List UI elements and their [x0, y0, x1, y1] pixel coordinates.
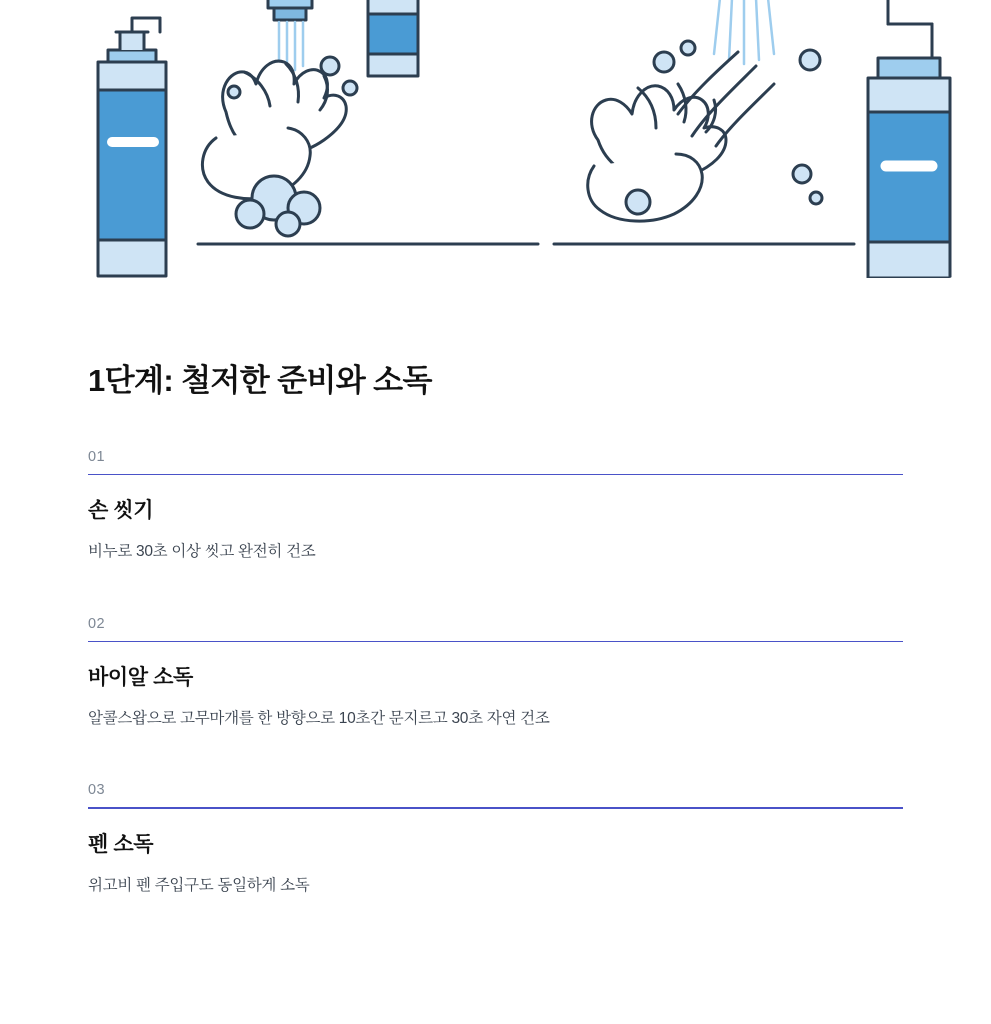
step-title: 바이알 소독: [88, 666, 193, 690]
step-number: 02: [88, 615, 105, 632]
list-item: [88, 782, 903, 897]
step-description: 비누로 30초 이상 씻고 완전히 건조: [88, 543, 316, 561]
step-title: 손 씻기: [88, 499, 154, 523]
step-number: 03: [88, 782, 105, 799]
step-title: 펜 소독: [88, 833, 154, 857]
step-description: 알콜스왑으로 고무마개를 한 방향으로 10초간 문지르고 30초 자연 건조: [88, 710, 550, 728]
hero-illustration-canvas: [38, 0, 953, 278]
hand-washing-illustration: [38, 0, 953, 278]
soap-dispenser-icon: [98, 18, 166, 276]
step-number: 01: [88, 448, 105, 465]
step-divider: [88, 641, 903, 643]
step-divider: [88, 807, 903, 809]
step-description: 위고비 펜 주입구도 동일하게 소독: [88, 877, 310, 895]
page-title: 1단계: 철저한 준비와 소독: [88, 363, 432, 398]
content-area: [0, 362, 991, 897]
hero-illustration: [0, 0, 991, 278]
steps-list: [88, 449, 903, 898]
list-item: [88, 616, 903, 731]
list-item: [88, 449, 903, 564]
step-divider: [88, 474, 903, 476]
